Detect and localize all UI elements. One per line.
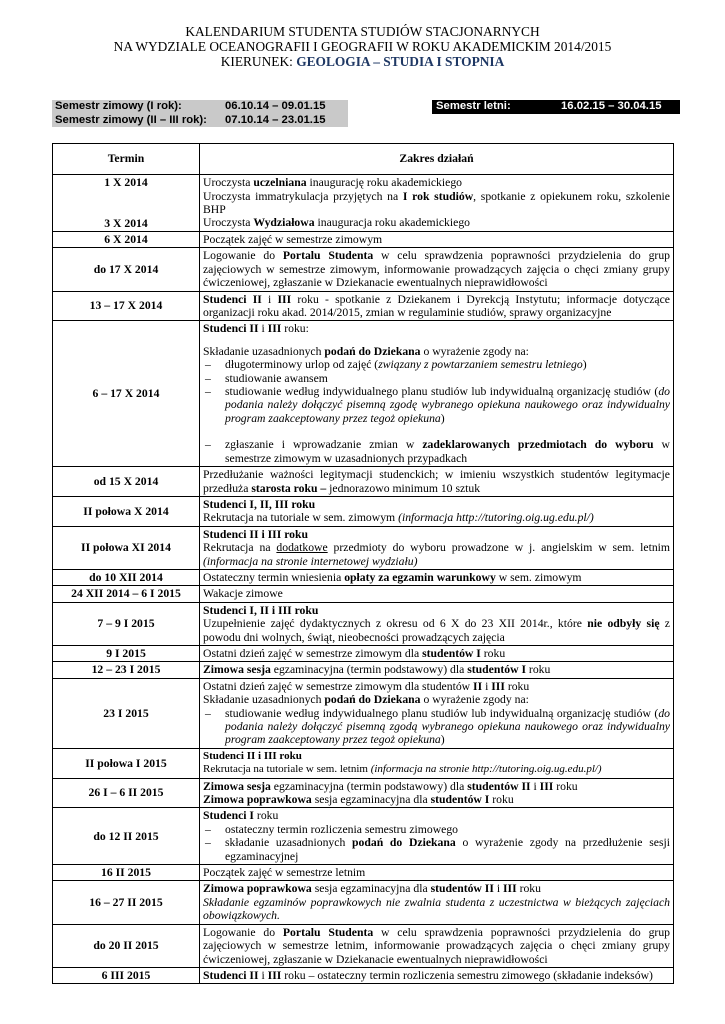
term-cell: do 17 X 2014 (53, 248, 200, 291)
table-row (53, 175, 674, 232)
text-span: studiowanie według indywidualnego planu studiów lub indywidualną organizację studiów ( (225, 385, 659, 399)
scope-cell (200, 881, 674, 924)
text-span: – ostateczny termin rozliczenia semestru zimowego (203, 823, 670, 836)
text-span: inaugurację roku akademickiego (306, 176, 463, 190)
text-span: w sem. zimowym (495, 570, 582, 584)
text-span: III (491, 679, 505, 693)
term-cell: II połowa X 2014 (53, 496, 200, 526)
table-row (53, 496, 674, 526)
term-cell: II połowa I 2015 (53, 748, 200, 778)
text-span: Uroczysta (203, 176, 254, 190)
term-cell: 6 III 2015 (53, 967, 200, 983)
text-span: w semestrze zimowym w uzasadnionych przypadkach (225, 438, 670, 465)
text-span: podań do Dziekana (324, 344, 421, 358)
text-span: Studenci I (203, 809, 254, 823)
table-row (53, 967, 674, 983)
scope-cell (200, 321, 674, 467)
text-span: Studenci II i III roku (203, 749, 302, 762)
text-span: i (530, 779, 540, 793)
scope-cell (200, 748, 674, 778)
text-span: dodatkowe (276, 541, 328, 555)
scope-cell (200, 662, 674, 678)
text-span: Studenci II (203, 968, 259, 982)
text-span: roku (516, 882, 541, 896)
text-span: w celu sprawdzenia poprawności przydzielenia do grup zajęciowych w semestrze letnim, informowanie prowadzących zajęcia o chęci zmiany grupy ćwiczeniowej, zgłaszanie w Dziekanacie ewentualnych nieprawidłowości (203, 925, 671, 966)
text-span: podań do Dziekana (324, 693, 421, 707)
table-row (53, 291, 674, 321)
term-text: 1 X 2014 (104, 176, 148, 189)
scope-cell (200, 175, 674, 232)
text-span: III (539, 779, 554, 793)
text-span: Ostatni dzień zajęć w semestrze zimowym dla studentów (203, 679, 474, 693)
table-row (53, 645, 674, 661)
text-span: ) (582, 358, 587, 372)
text-span: ) (440, 733, 445, 747)
table-row (53, 569, 674, 585)
summer-semester-dates: 16.02.15 – 30.04.15 (561, 100, 662, 112)
text-span: roku (489, 793, 514, 807)
text-span: Studenci I, II i III roku (203, 603, 319, 617)
text-span: Uroczysta immatrykulacja przyjętych na (203, 189, 403, 203)
text-span: III (277, 292, 292, 306)
scope-cell (200, 291, 674, 321)
text-span: długoterminowy urlop od zajęć ( (225, 358, 379, 372)
text-span: jednorazowo minimum 10 sztuk (326, 481, 481, 495)
table-row (53, 232, 674, 248)
text-span: roku (526, 663, 551, 677)
text-span: Zimowa poprawkowa (203, 793, 312, 807)
table-row (53, 748, 674, 778)
column-header-scope: Zakres działań (200, 144, 674, 175)
text-span: roku - spotkanie z Dziekanem i Dyrekcją Instytutu; informacje dotyczące organizacji roku akad. 2014/2015, zmian w regulaminie studiów, sprawy organizacyjne (203, 292, 670, 320)
scope-cell (200, 602, 674, 645)
text-span: III (267, 968, 282, 982)
term-cell: 16 II 2015 (53, 865, 200, 881)
text-span: Rekrutacja na (203, 541, 277, 555)
text-span: przedmioty do wyboru prowadzone w j. angielskim w sem. letnim (327, 541, 671, 555)
term-cell: do 10 XII 2014 (53, 569, 200, 585)
table-row (53, 678, 674, 748)
term-cell: 16 – 27 II 2015 (53, 881, 200, 924)
table-row (53, 467, 674, 497)
text-span: o wyrażenie zgody na: (420, 344, 529, 358)
text-span: Studenci II i III roku (203, 527, 309, 541)
table-header-row (53, 144, 674, 175)
scope-cell: Początek zajęć w semestrze zimowym (200, 232, 674, 248)
text-span: Logowanie do (203, 925, 283, 939)
term-cell: do 12 II 2015 (53, 808, 200, 865)
text-span: Rekrutacja na tutoriale w sem. zimowym (203, 511, 399, 525)
title-line-2: NA WYDZIALE OCEANOGRAFII I GEOGRAFII W ROKU AKADEMICKIM 2014/2015 (113, 39, 612, 54)
text-span: III (502, 882, 517, 896)
text-span: Logowanie do (203, 249, 283, 263)
table-row (53, 924, 674, 967)
text-span: roku (553, 779, 578, 793)
text-span: uczelniana (253, 176, 307, 190)
table-row (53, 662, 674, 678)
text-span: , spotkanie z opiekunem roku, szkolenie BHP (203, 189, 670, 216)
text-span: Składanie egzaminów poprawkowych nie zwalnia studenta z uczestnictwa w bieżących zajęciach obowiązkowych. (203, 895, 670, 923)
text-span: i (261, 292, 278, 306)
term-cell: 9 I 2015 (53, 645, 200, 661)
text-span: do podania należy dołączyć pisemną zgodę wybranego opiekuna naukowego oraz indywidualny program zaakceptowany przez tegoż opiekuna (225, 385, 670, 425)
scope-cell (200, 467, 674, 497)
text-span: i (493, 882, 503, 896)
text-span: egzaminacyjna (termin podstawowy) dla (270, 663, 468, 677)
text-span: (informacja http://tutoring.oig.ug.edu.pl/) (398, 511, 594, 525)
scope-cell (200, 248, 674, 291)
scope-cell (200, 496, 674, 526)
text-span: roku: (281, 322, 309, 336)
table-row (53, 881, 674, 924)
table-row (53, 526, 674, 569)
scope-cell: Wakacje zimowe (200, 586, 674, 602)
text-span: (informacja na stronie internetowej wydziału) (203, 554, 418, 568)
text-span: roku (254, 809, 279, 823)
winter-semester-1-dates: 06.10.14 – 09.01.15 (225, 100, 326, 112)
term-cell: 23 I 2015 (53, 678, 200, 748)
text-span: Uzupełnienie zajęć dydaktycznych z okresu od 6 X do 23 XII 2014r., które (203, 617, 588, 631)
scope-cell (200, 569, 674, 585)
text-span: Ostatni dzień zajęć w semestrze zimowym dla (203, 646, 423, 660)
text-span: inauguracja roku akademickiego (314, 216, 471, 230)
field-of-study: GEOLOGIA – STUDIA I STOPNIA (296, 54, 505, 69)
summer-semester-label: Semestr letni: (436, 100, 511, 112)
text-span: studentów II (430, 882, 494, 896)
text-span: studentów I (422, 646, 481, 660)
text-span: Wydziałowa (253, 216, 315, 230)
text-span: roku – ostateczny termin rozliczenia semestru zimowego (składanie indeksów) (281, 968, 653, 982)
term-cell: od 15 X 2014 (53, 467, 200, 497)
text-span: Zimowa poprawkowa (203, 882, 312, 896)
term-cell: do 20 II 2015 (53, 924, 200, 967)
text-span: – studiowanie awansem (203, 372, 670, 385)
text-span: o wyrażenie zgody na przedłużenie sesji egzaminacyjnej (225, 836, 670, 863)
text-span: Uroczysta (203, 216, 254, 230)
title-line-3 (0, 54, 725, 69)
text-span: związany z powtarzaniem semestru letniego (378, 358, 583, 372)
text-span: zgłaszanie i wprowadzanie zmian w (225, 438, 423, 452)
text-span: i (258, 322, 268, 336)
text-span: egzaminacyjna (termin podstawowy) dla (270, 779, 468, 793)
document-header (0, 24, 725, 69)
text-span: studentów I (467, 663, 526, 677)
text-span: i (258, 968, 268, 982)
term-cell (53, 175, 200, 232)
calendar-table (52, 143, 674, 984)
winter-semester-2-dates: 07.10.14 – 23.01.15 (225, 113, 326, 126)
text-span: i (482, 679, 492, 693)
term-cell: 26 I – 6 II 2015 (53, 778, 200, 808)
text-span: Zimowa sesja (203, 779, 271, 793)
scope-cell (200, 526, 674, 569)
table-row (53, 808, 674, 865)
text-span: zadeklarowanych przedmiotach do wyboru (422, 438, 654, 452)
text-span: roku (480, 646, 506, 660)
term-cell: 24 XII 2014 – 6 I 2015 (53, 586, 200, 602)
table-row (53, 321, 674, 467)
term-cell: II połowa XI 2014 (53, 526, 200, 569)
term-cell: 13 – 17 X 2014 (53, 291, 200, 321)
scope-cell (200, 778, 674, 808)
text-span: Portalu Studenta (282, 249, 374, 263)
text-span: Studenci II (203, 322, 259, 336)
term-cell: 6 – 17 X 2014 (53, 321, 200, 467)
summer-semester-box (432, 100, 680, 114)
text-span: z powodu dni wolnych, świąt, nieobecności prowadzących zajęcia (203, 617, 670, 644)
winter-semester-box (52, 100, 348, 127)
text-span: (informacja na stronie http://tutoring.oig.ug.edu.pl/) (370, 763, 602, 776)
text-span: sesja egzaminacyjna dla (311, 793, 431, 807)
table-row (53, 248, 674, 291)
text-span: opłaty za egzamin warunkowy (344, 570, 496, 584)
text-span: Ostateczny termin wniesienia (203, 570, 345, 584)
text-span: do podania należy dołączyć pisemną zgodą wybranego opiekuna naukowego oraz indywidualny program zaakceptowany przez tegoż opiekuna (225, 706, 670, 747)
scope-cell (200, 678, 674, 748)
text-span: nie odbyły się (587, 617, 660, 631)
text-span: Studenci I, II, III roku (203, 497, 316, 511)
text-span: Składanie uzasadnionych (203, 693, 325, 707)
table-row (53, 778, 674, 808)
text-span: studiowanie według indywidualnego planu studiów lub indywidualną organizację studiów ( (225, 706, 659, 720)
text-span: podań do Dziekana (352, 836, 456, 850)
field-of-study-prefix: KIERUNEK: (220, 54, 297, 69)
text-span: Zimowa sesja (203, 663, 271, 677)
text-span: Rekrutacja na tutoriale w sem. letnim (203, 763, 371, 776)
term-cell: 7 – 9 I 2015 (53, 602, 200, 645)
text-span: w celu sprawdzenia poprawności przydzielenia do grup zajęciowych w semestrze zimowym, informowanie prowadzących zajęcia o chęci zmiany grupy ćwiczeniowej, zgłaszanie w Dziekanacie ewentualnych nieprawidłowości (203, 249, 671, 290)
table-row (53, 602, 674, 645)
text-span: starosta roku – (251, 481, 327, 495)
winter-semester-2-label: Semestr zimowy (II – III rok): (55, 113, 207, 126)
term-cell: 6 X 2014 (53, 232, 200, 248)
table-row (53, 586, 674, 602)
text-span: III (267, 322, 282, 336)
text-span: roku (504, 679, 530, 693)
column-header-term: Termin (53, 144, 200, 175)
title-line-1: KALENDARIUM STUDENTA STUDIÓW STACJONARNYCH (185, 24, 540, 39)
term-text: 3 X 2014 (104, 216, 148, 230)
table-row (53, 865, 674, 881)
text-span: I rok studiów (402, 189, 474, 203)
text-span: sesja egzaminacyjna dla (311, 882, 431, 896)
text-span: ) (440, 411, 445, 425)
scope-cell (200, 808, 674, 865)
text-span: Portalu Studenta (282, 925, 374, 939)
text-span: Przedłużanie ważności legitymacji studenckich; w imieniu wszystkich studentów legitymacje przedłuża (203, 468, 670, 495)
text-span: studentów I (430, 793, 490, 807)
scope-cell (200, 967, 674, 983)
term-cell: 12 – 23 I 2015 (53, 662, 200, 678)
scope-cell (200, 645, 674, 661)
text-span: studentów II (467, 779, 531, 793)
scope-cell: Początek zajęć w semestrze letnim (200, 865, 674, 881)
text-span: składanie uzasadnionych (225, 836, 353, 850)
winter-semester-1-label: Semestr zimowy (I rok): (55, 100, 182, 112)
scope-cell (200, 924, 674, 967)
text-span: o wyrażenie zgody na: (420, 693, 529, 707)
text-span: II (473, 679, 483, 693)
text-span: Składanie uzasadnionych (203, 344, 325, 358)
text-span: Studenci II (203, 292, 262, 306)
